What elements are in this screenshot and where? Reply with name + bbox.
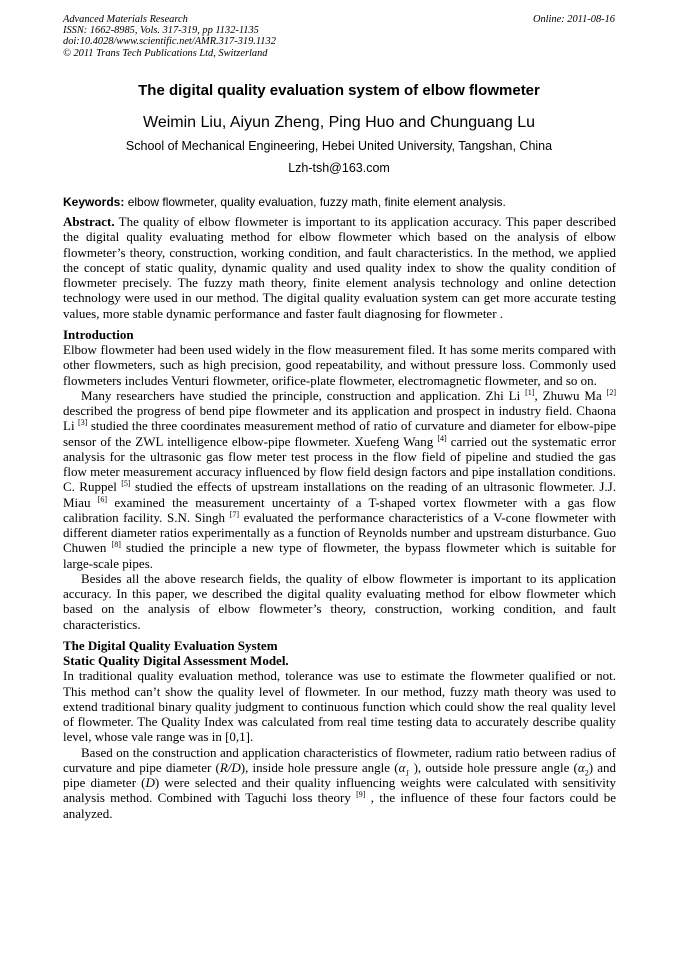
text-run: Based on the construction and application characteristics of flowmeter, radium ratio between radius of curvature and pipe diameter ( <box>63 744 616 775</box>
paragraph <box>63 571 616 632</box>
citation: [1] <box>525 387 535 397</box>
text-run: ), inside hole pressure angle ( <box>240 759 399 775</box>
keywords-text: elbow flowmeter, quality evaluation, fuzzy math, finite element analysis. <box>124 195 506 209</box>
text-run: studied the principle a new type of flowmeter, the bypass flowmeter which is suitable for large-scale pipes. <box>63 540 616 571</box>
email: Lzh-tsh@163.com <box>288 161 390 175</box>
text-run: examined the measurement uncertainty of a T-shaped vortex flowmeter with a gas flow calibration facility. S.N. Singh <box>63 494 616 525</box>
section-heading: The Digital Quality Evaluation System <box>63 637 278 653</box>
paper-body <box>63 214 616 821</box>
keywords-label: Keywords: <box>63 195 125 209</box>
text-run: α <box>398 759 406 775</box>
paragraph <box>63 668 616 744</box>
text-run: evaluated the performance characteristics of a V-cone flowmeter with different diameter ratios experimentally as a function of Reynolds number and upstream disturbance. Guo Chuwen <box>63 509 616 556</box>
text-run: D <box>145 775 155 790</box>
paragraph <box>63 388 616 571</box>
citation: [8] <box>111 540 121 550</box>
citation: [2] <box>606 387 616 397</box>
paragraph <box>63 745 616 821</box>
citation: [6] <box>97 494 108 504</box>
text-run: Besides all the above research fields, the quality of elbow flowmeter is important to its application accuracy. In this paper, we described the digital quality evaluating method for elbow flowmeter which based on the analysis of elbow flowmeter’s theory, construction, working condition, and fault characteristics. <box>63 570 616 632</box>
citation: [7] <box>229 509 239 519</box>
abstract-text: The quality of elbow flowmeter is important to its application accuracy. This paper described the digital quality evaluating method for elbow flowmeter which based on the analysis of elbow flowmeter’s theory, construction, working condition, and fault characteristics. In the method, we applied the concept of static quality, dynamic quality and used quality index to show the quality condition of flowmeter precisely. The fuzzy math theory, finite element analysis technology and online detection technology were used in our method. The digital quality evaluation system can get more accurate testing values, more stable dynamic performance and faster fault diagnosing for flowmeter . <box>63 214 616 321</box>
citation: [3] <box>78 418 88 428</box>
online-date: Online: 2011-08-16 <box>532 14 615 25</box>
abstract <box>63 214 616 321</box>
subsection-heading: Static Quality Digital Assessment Model. <box>63 653 289 668</box>
paper-title: The digital quality evaluation system of elbow flowmeter <box>138 82 540 99</box>
citation: [9] <box>356 790 366 800</box>
authors: Weimin Liu, Aiyun Zheng, Ping Huo and Chunguang Lu <box>143 114 535 131</box>
text-run: In traditional quality evaluation method, tolerance was use to estimate the flowmeter qualified or not. This method can’t show the quality level of flowmeter. In our method, fuzzy math theory was used to extend traditional binary quality judgment to continuous function which could show the real quality level of flowmeter. The Quality Index was calculated from real time testing data to accurately describe quality level, whose vale range was in [0,1]. <box>63 668 616 745</box>
subscript: 2 <box>584 768 589 778</box>
section-heading: Introduction <box>63 326 134 342</box>
journal-name: Advanced Materials Research <box>63 14 188 25</box>
doi: doi:10.4028/www.scientific.net/AMR.317-319.1132 <box>63 36 276 48</box>
issn: ISSN: 1662-8985, Vols. 317-319, pp 1132-1135 <box>63 25 259 37</box>
text-run: Many researchers have studied the principle, construction and application. Zhi Li <box>81 387 526 403</box>
text-run: ) were selected and their quality influencing weights were calculated with sensitivity analysis method. Combined with Taguchi loss theory <box>63 775 616 806</box>
text-run: α <box>577 759 585 775</box>
copyright: © 2011 Trans Tech Publications Ltd, Switzerland <box>63 47 268 59</box>
text-run: ) and pipe diameter ( <box>63 759 617 790</box>
text-run: R/D <box>219 759 241 775</box>
paragraph <box>63 342 616 388</box>
text-run: studied the three coordinates measurement method of ratio of curvature and diameter for elbow-pipe sensor of the ZWL intelligence elbow-pipe flowmeter. Xuefeng Wang <box>63 418 616 449</box>
keywords <box>63 195 506 209</box>
subscript: 1 <box>405 768 410 778</box>
journal-header <box>63 14 276 59</box>
text-run: , the influence of these four factors could be analyzed. <box>63 790 617 821</box>
text-run: described the progress of bend pipe flowmeter and its application and prospect in industry field. Chaona Li <box>63 403 616 434</box>
abstract-label: Abstract. <box>63 214 115 229</box>
text-run: studied the effects of upstream installations on the reading of an ultrasonic flowmeter. J.J. Miau <box>63 479 616 510</box>
text-run: Elbow flowmeter had been used widely in the flow measurement filed. It has some merits compared with other flowmeters, such as high precision, good repeatability, and without pressure loss. Commonly used flowmeters includes Venturi flowmeter, orifice-plate flowmeter, electromagnetic flowmeter, and so on. <box>63 342 616 388</box>
affiliation: School of Mechanical Engineering, Hebei United University, Tangshan, China <box>125 139 553 153</box>
citation: [5] <box>121 479 131 489</box>
text-run: , Zhuwu Ma <box>534 387 607 403</box>
text-run: carried out the systematic error analysis for the ultrasonic gas flow meter test process in the flow field of pipeline and studied the gas flow meter measurement accuracy influenced by flow field design factors and pipe installation conditions. C. Ruppel <box>63 433 616 495</box>
citation: [4] <box>437 433 447 443</box>
text-run: ), outside hole pressure angle ( <box>409 759 578 775</box>
